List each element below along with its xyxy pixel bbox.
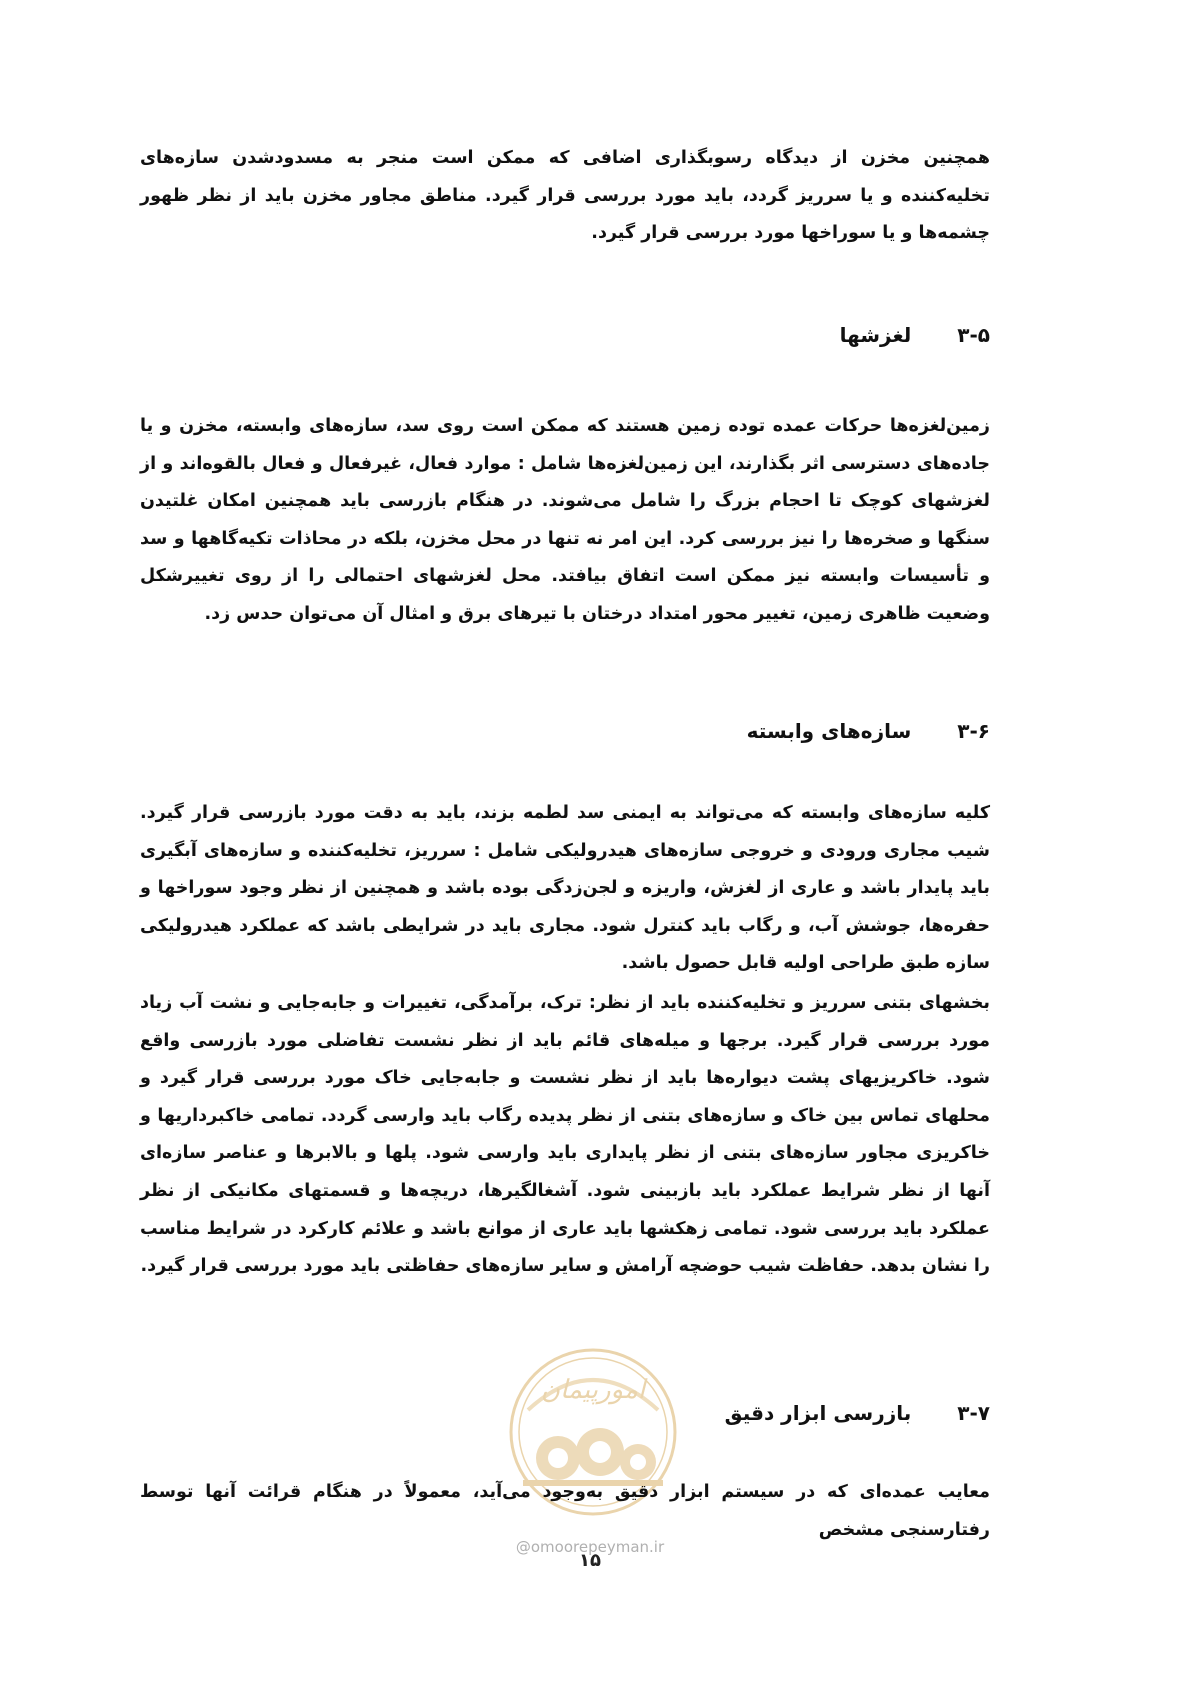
landslides-paragraph: زمین‌لغزه‌ها حرکات عمده توده زمین هستند که ممکن است روی سد، سازه‌های وابسته، مخزن و یا جاده‌های دسترسی اثر بگذارند، این زمین‌لغزه‌ها شامل : موارد فعال، غیرفعال و فعال بالقوه‌اند و از لغزشهای کوچک تا احجام بزرگ را شامل می‌شوند. در هنگام بازرسی باید همچنین امکان غلتیدن سنگها و صخره‌ها را نیز بررسی کرد. این امر نه تنها در محل مخزن، بلکه در محاذات تکیه‌گاهها و سد و تأسیسات وابسته نیز ممکن است اتفاق بیافتد. محل لغزشهای احتمالی را از روی تغییرشکل وضعیت ظاهری زمین، تغییر محور امتداد درختان با تیرهای برق و امثال آن می‌توان حدس زد. [140,416,990,624]
section-number: ۳-۷ [957,1401,990,1425]
section-number: ۳-۵ [957,323,990,347]
section-heading-structures [747,716,990,746]
instruments-paragraph: معایب عمده‌ای که در سیستم ابزار دقیق به‌وجود می‌آید، معمولاً در هنگام قرائت آنها توسط رفتارسنجی مشخص [140,1482,990,1540]
section-title: لغزشها [839,323,912,347]
watermark-logo-text: امورپیمان [540,1375,646,1405]
section-title: بازرسی ابزار دقیق [724,1401,912,1425]
page-number: ۱۵ [579,1550,601,1571]
intro-paragraph: همچنین مخزن از دیدگاه رسوبگذاری اضافی که ممکن است منجر به مسدودشدن سازه‌های تخلیه‌کننده و یا سرریز گردد، باید مورد بررسی قرار گیرد. مناطق مجاور مخزن باید از نظر ظهور چشمه‌ها و یا سوراخها مورد بررسی قرار گیرد. [140,148,990,244]
section-title: سازه‌های وابسته [746,719,912,743]
watermark-url: @omoorepeyman.ir [515,1538,665,1556]
section-heading-landslides [840,320,990,350]
structures-paragraph-1: کلیه سازه‌های وابسته که می‌تواند به ایمنی سد لطمه بزند، باید به دقت مورد بازرسی قرار گیرد. شیب مجاری ورودی و خروجی سازه‌های هیدرولیکی شامل : سرریز، تخلیه‌کننده و سازه‌های آبگیری باید پایدار باشد و عاری از لغزش، واریزه و لجن‌زدگی بوده باشد و همچنین از نظر وجود سوراخها و حفره‌ها، جوشش آب، و رگاب باید کنترل شود. مجاری باید در شرایطی باشد که عملکرد هیدرولیکی سازه طبق طراحی اولیه قابل حصول باشد. [140,803,990,974]
section-number: ۳-۶ [957,719,990,743]
structures-paragraph-2: بخشهای بتنی سرریز و تخلیه‌کننده باید از نظر: ترک، برآمدگی، تغییرات و جابه‌جایی و نشت آب زیاد مورد بررسی قرار گیرد. برجها و میله‌های قائم باید از نظر نشست تفاضلی مورد بازرسی واقع شود. خاکریزیهای پشت دیواره‌ها باید از نظر نشست و جابه‌جایی خاک مورد بررسی قرار گیرد و محلهای تماس بین خاک و سازه‌های بتنی از نظر پدیده رگاب باید وارسی گردد. تمامی خاکبرداریها و خاکریزی مجاور سازه‌های بتنی از نظر پایداری باید وارسی شود. پلها و بالابرها و عناصر سازه‌ای آنها از نظر شرایط عملکرد باید بازبینی شود. آشغالگیرها، دریچه‌ها و قسمتهای مکانیکی از نظر عملکرد باید بررسی شود. تمامی زهکشها باید عاری از موانع باشد و علائم کارکرد در شرایط مناسب را نشان بدهد. حفاظت شیب حوضچه آرامش و سایر سازه‌های حفاظتی باید مورد بررسی قرار گیرد. [140,993,990,1277]
section-heading-instruments [725,1398,990,1428]
